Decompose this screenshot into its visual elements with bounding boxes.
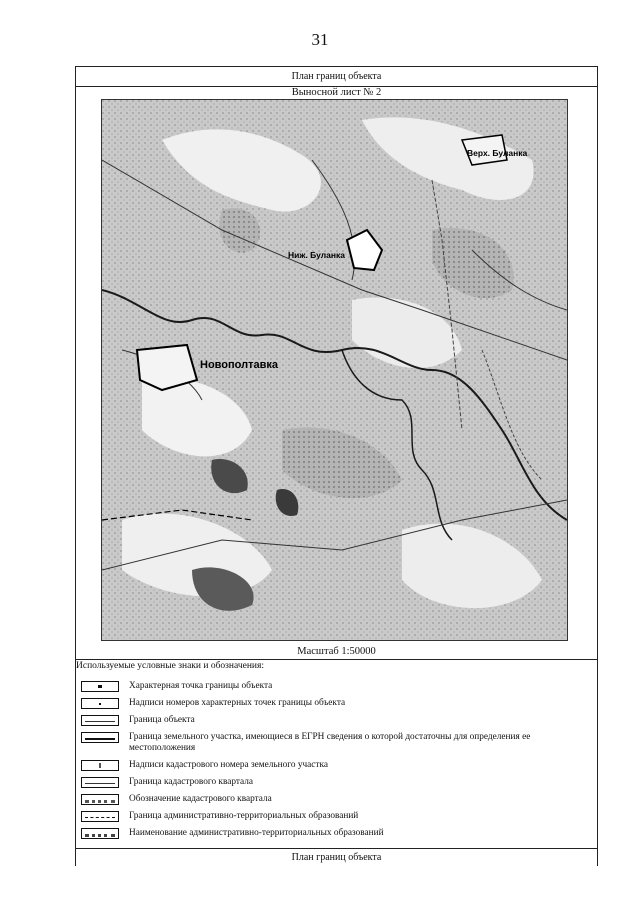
legend-item: [81, 715, 593, 726]
page-number: 31: [311, 30, 329, 49]
legend-divider: [76, 659, 597, 660]
legend-item-text: Надписи кадастрового номера земельного участка: [129, 760, 328, 770]
legend-item: [81, 811, 593, 822]
legend-item: [81, 794, 593, 805]
legend-item-text: Наименование административно-территориальных образований: [129, 828, 384, 838]
legend-item-text: Граница административно-территориальных образований: [129, 811, 359, 821]
legend-item: [81, 777, 593, 788]
admin-boundary-icon: [81, 811, 119, 822]
legend-item: [81, 681, 593, 692]
legend-item: [81, 760, 593, 771]
legend-item-text: Надписи номеров характерных точек границы объекта: [129, 698, 346, 708]
sheet-label: Выносной лист № 2: [291, 87, 382, 98]
parcel-number-icon: [81, 760, 119, 771]
legend-item: [81, 828, 593, 839]
legend-item-text: Граница кадастрового квартала: [129, 777, 254, 787]
legend-item-text: Характерная точка границы объекта: [129, 681, 273, 691]
legend-item-text: Обозначение кадастрового квартала: [129, 794, 272, 804]
legend-item: [81, 732, 593, 754]
plan-title-bottom: План границ объекта: [76, 848, 597, 867]
admin-name-icon: [81, 828, 119, 839]
topographic-map: [101, 99, 568, 641]
scale-label: Масштаб 1:50000: [297, 646, 376, 657]
quarter-boundary-icon: [81, 777, 119, 788]
legend-item: [81, 698, 593, 709]
map-label-verkh-bulanka: Верх. Буланка: [467, 148, 528, 158]
legend-item-text: Граница объекта: [129, 715, 195, 725]
parcel-boundary-icon: [81, 732, 119, 743]
number-label-icon: [81, 698, 119, 709]
point-marker-icon: [81, 681, 119, 692]
settlement-boundary: [137, 345, 197, 390]
quarter-label-icon: [81, 794, 119, 805]
object-boundary-icon: [81, 715, 119, 726]
plan-title-top: План границ объекта: [76, 66, 597, 87]
legend-heading: Используемые условные знаки и обозначения:: [76, 661, 265, 671]
legend-item-text: Граница земельного участка, имеющиеся в ЕГРН сведения о которой достаточны для определения ее местоположения: [129, 732, 531, 753]
map-label-nizh-bulanka: Ниж. Буланка: [288, 250, 345, 260]
document-frame: [75, 66, 598, 866]
map-label-novopoltavka: Новополтавка: [200, 359, 278, 371]
